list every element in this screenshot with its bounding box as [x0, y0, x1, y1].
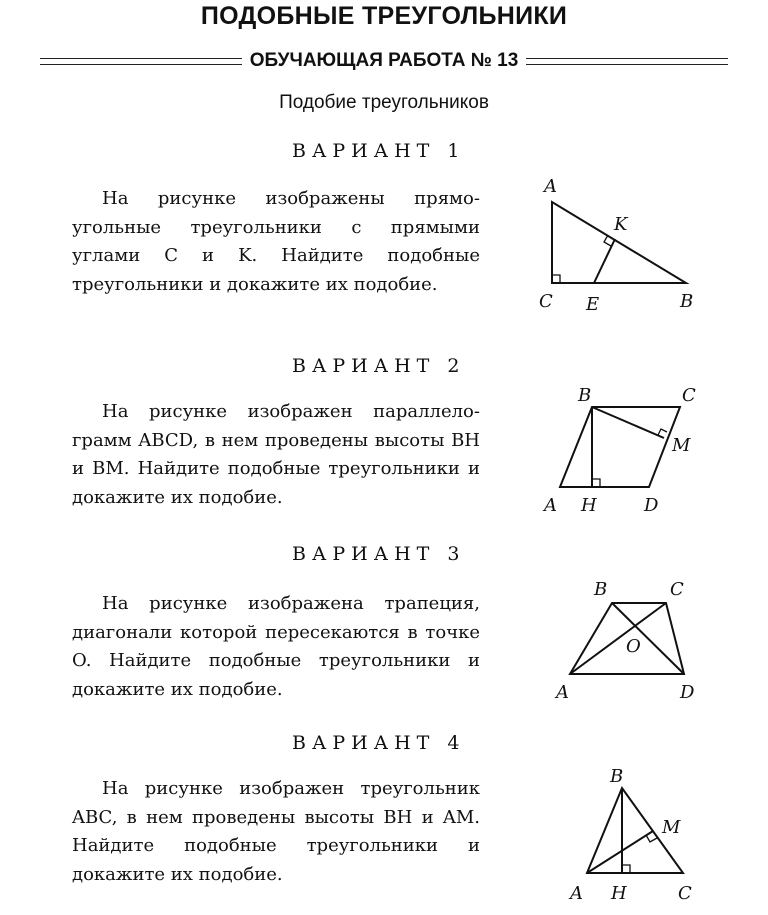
- variant-3-figure: [540, 570, 720, 710]
- label-k: K: [614, 214, 628, 235]
- diagonal-ac: [570, 603, 666, 674]
- variant-1-figure: [530, 170, 710, 320]
- right-double-rule: [526, 58, 728, 65]
- work-subtitle: ОБУЧАЮЩАЯ РАБОТА № 13: [249, 50, 519, 71]
- label-b: B: [594, 579, 608, 600]
- variant-3-task: На рисунке изображена трапеция, диагонали которой пересекаются в точке O. Найдите подобные треугольники и докажите их подобие.: [72, 593, 480, 700]
- label-e: E: [586, 294, 600, 315]
- label-a: A: [544, 176, 557, 197]
- right-angle-h: [592, 479, 600, 487]
- label-d: D: [680, 682, 695, 703]
- left-double-rule: [40, 58, 242, 65]
- label-c: C: [682, 385, 696, 406]
- variant-3-heading: ВАРИАНТ 3: [292, 543, 466, 565]
- label-b: B: [610, 766, 624, 787]
- variant-1-task: На рисунке изображены прямоугольные треугольники с прямыми углами C и K. Найдите подобные треугольники и докажите их подобие.: [72, 188, 480, 295]
- topic-heading: Подобие треугольников: [279, 92, 489, 113]
- label-a: A: [570, 883, 583, 904]
- segment-ke: [594, 239, 615, 283]
- right-angle-h: [622, 865, 630, 873]
- label-b: B: [578, 385, 592, 406]
- label-c: C: [670, 579, 684, 600]
- diagonal-bd: [612, 603, 684, 674]
- label-a: A: [544, 495, 557, 516]
- right-angle-m: [658, 429, 667, 435]
- variant-2-heading: ВАРИАНТ 2: [292, 355, 466, 377]
- variant-4-figure: [560, 760, 730, 910]
- label-c: C: [678, 883, 692, 904]
- variant-4-task: На рисунке изображен треугольник ABC, в нем проведены высоты BH и AM. Найдите подобные треугольники и докажите их подобие.: [72, 778, 480, 885]
- subtitle-row: [40, 48, 728, 74]
- label-h: H: [611, 883, 627, 904]
- label-b: B: [680, 291, 694, 312]
- label-o: O: [626, 636, 641, 657]
- variant-2-task: На рисунке изображен параллелограмм ABCD, в нем проведены высоты BH и BM. Найдите подобные треугольники и докажите их подобие.: [72, 401, 480, 508]
- variant-2-figure: [530, 380, 720, 520]
- label-m: M: [662, 817, 681, 838]
- right-angle-c: [552, 275, 560, 283]
- label-m: M: [672, 435, 691, 456]
- label-h: H: [581, 495, 597, 516]
- label-a: A: [556, 682, 569, 703]
- variant-4-heading: ВАРИАНТ 4: [292, 732, 466, 754]
- height-am: [587, 831, 653, 873]
- height-bm: [592, 407, 664, 438]
- label-c: C: [539, 291, 553, 312]
- page-title: ПОДОБНЫЕ ТРЕУГОЛЬНИКИ: [200, 2, 568, 30]
- variant-1-heading: ВАРИАНТ 1: [292, 140, 466, 162]
- label-d: D: [644, 495, 659, 516]
